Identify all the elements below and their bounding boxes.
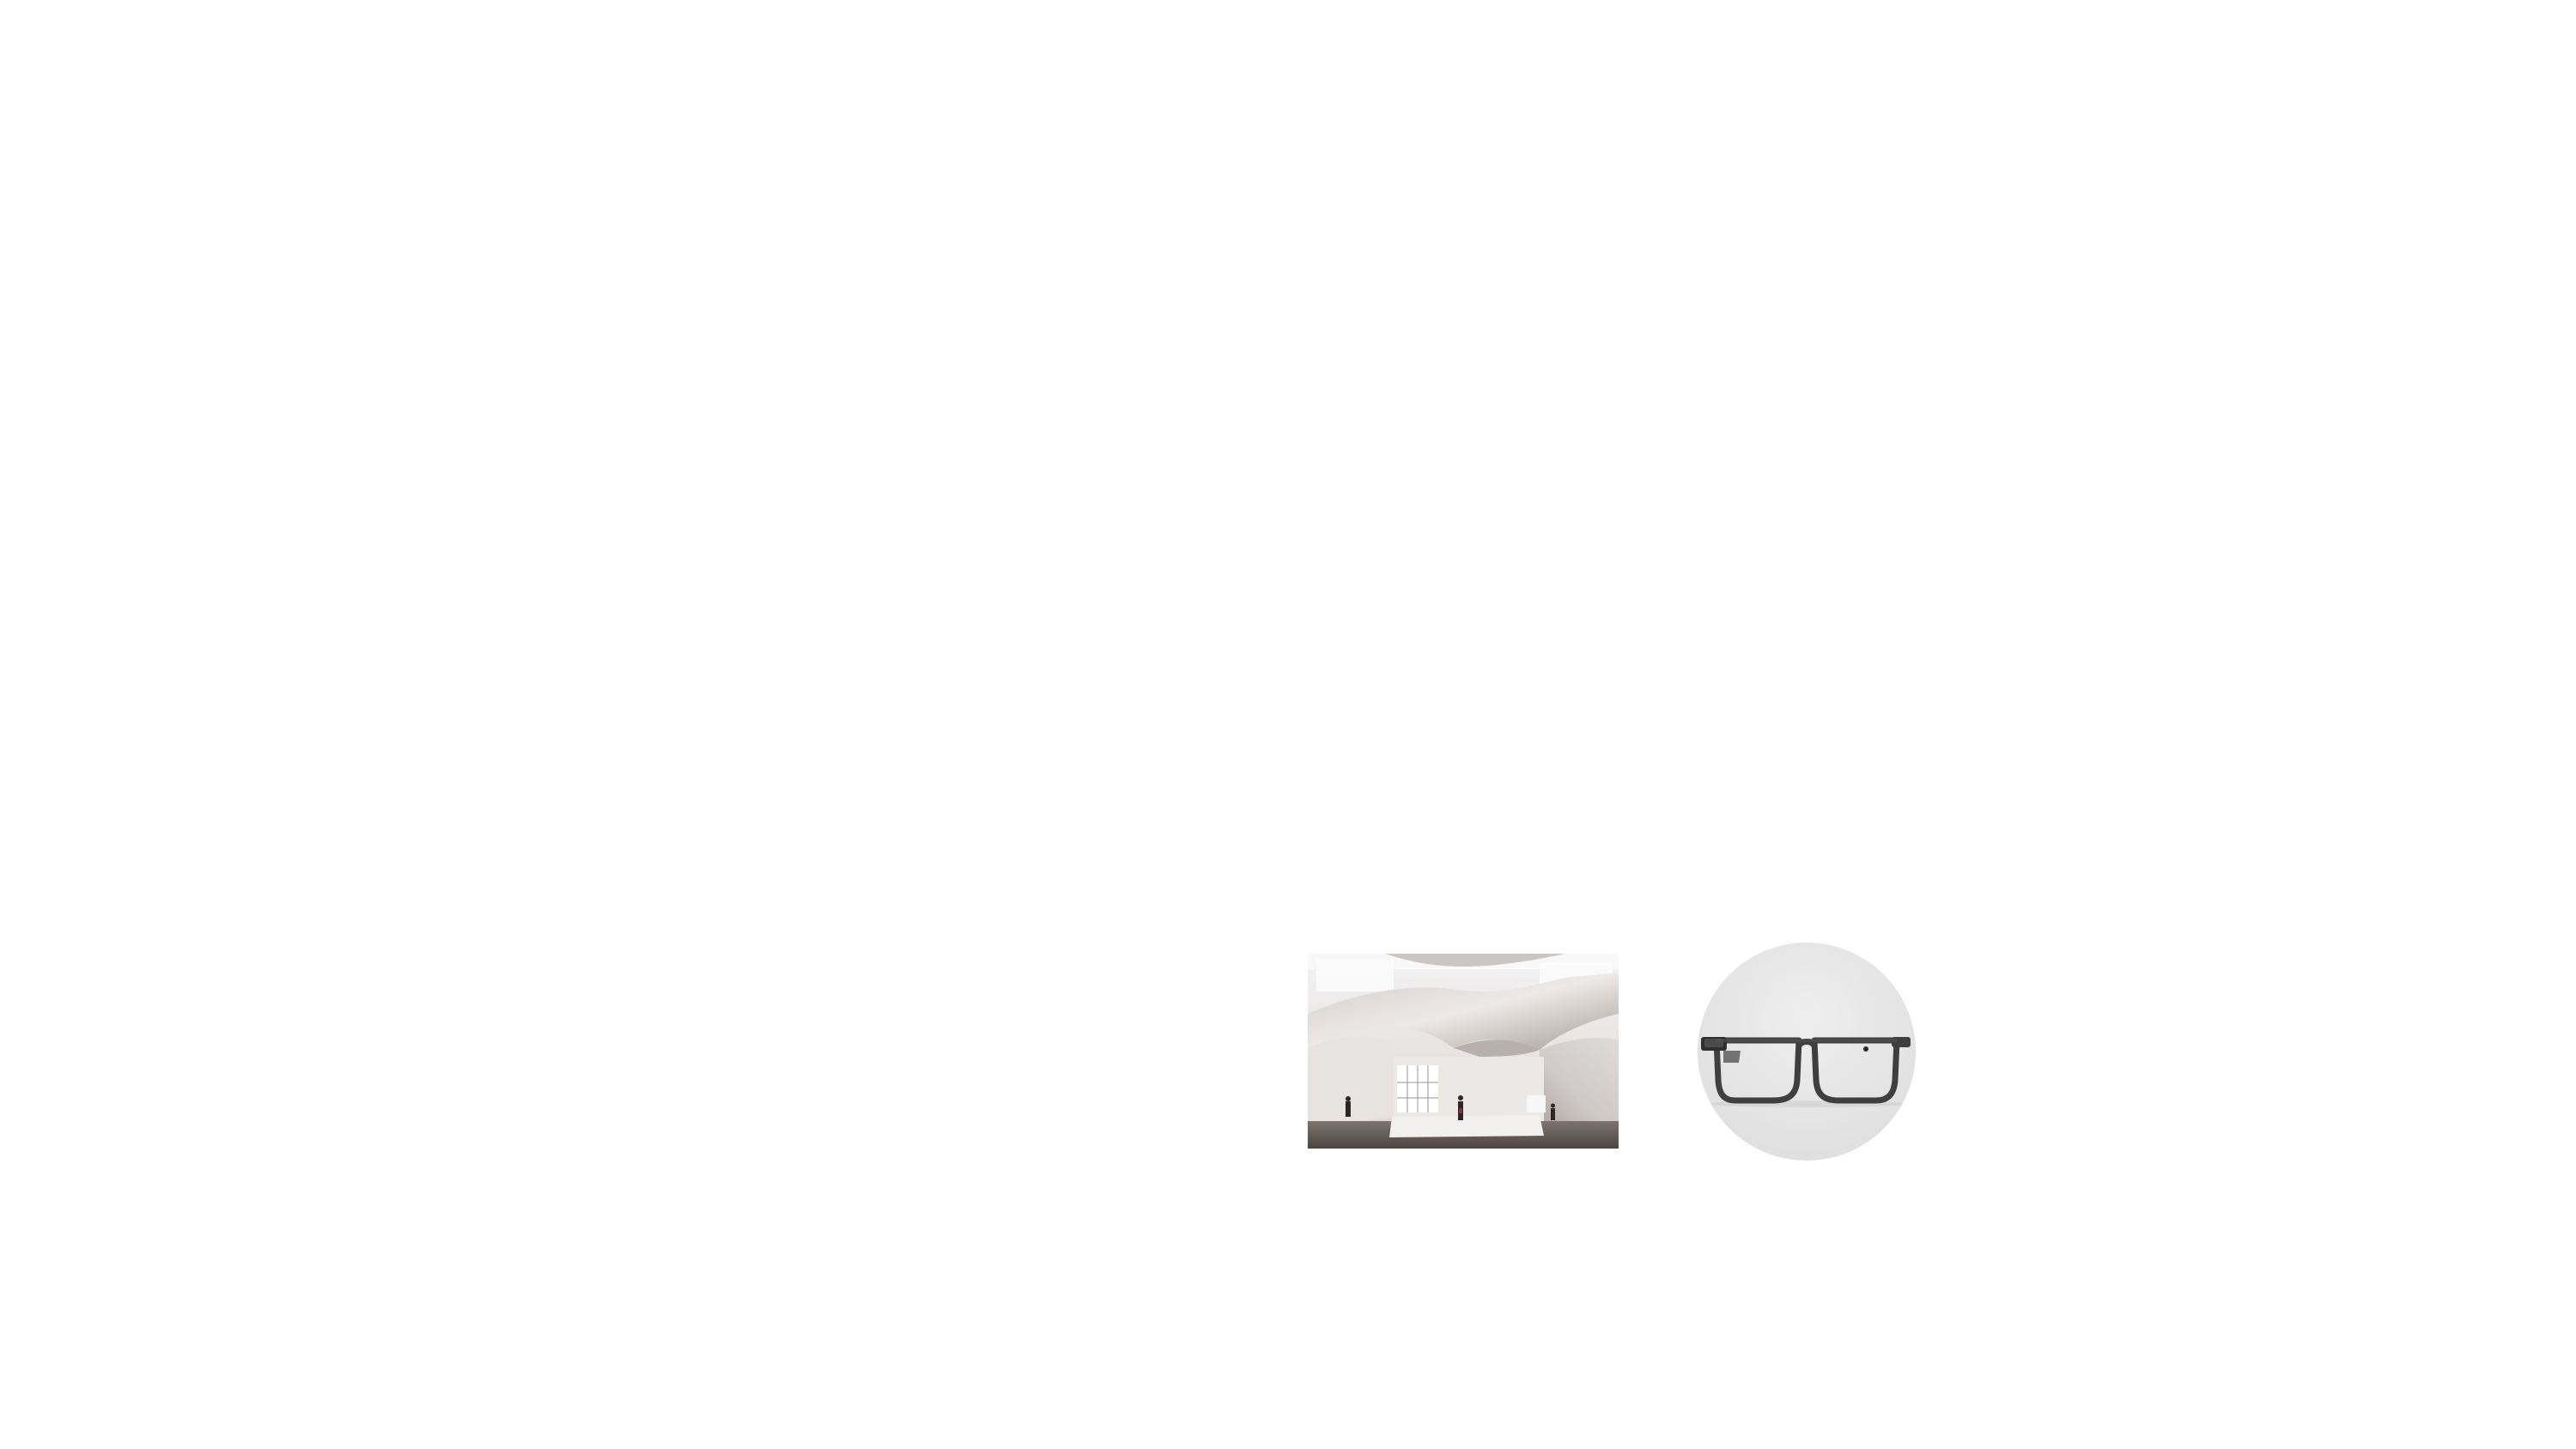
smart-glasses-illustration xyxy=(1698,943,1916,1161)
museum-atrium-image[interactable] xyxy=(1308,954,1619,1149)
smart-glasses-image[interactable] xyxy=(1698,943,1916,1161)
museum-atrium-illustration xyxy=(1308,954,1619,1149)
